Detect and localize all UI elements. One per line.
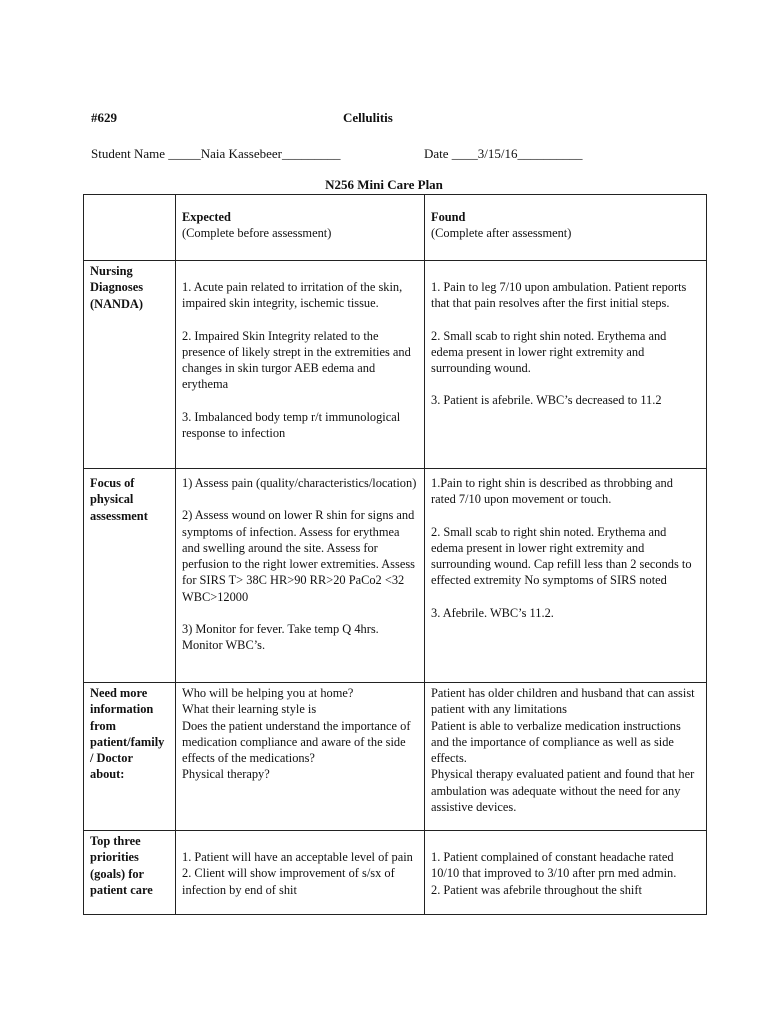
header-blank-cell [84,195,176,261]
expected-item: 3. Imbalanced body temp r/t immunological response to infection [182,409,401,441]
found-item: 2. Small scab to right shin noted. Erythema and edema present in lower right extremity and surrounding wound. Cap refill less than 2 seconds to effected extremity No symptoms of SIRS noted [431,524,692,588]
found-item: 2. Small scab to right shin noted. Erythema and edema present in lower right extremity and surrounding wound. [431,328,667,376]
care-plan-table [83,194,707,915]
care-plan-number: #629 [91,110,117,125]
found-cell [425,831,707,915]
expected-item: What their learning style is [182,702,317,717]
expected-item: 1. Acute pain related to irritation of the skin, impaired skin integrity, ischemic tissue. [182,280,403,311]
found-item: 1. Pain to leg 7/10 upon ambulation. Patient reports that that pain resolves after the first initial steps. [431,280,687,311]
row-label: Nursing Diagnoses (NANDA) [90,264,144,311]
found-item: 3. Patient is afebrile. WBC’s decreased to 11.2 [431,393,662,408]
table-row [84,261,707,469]
row-label: Need more information from patient/family / Doctor about: [90,686,165,782]
found-cell [425,261,707,469]
expected-item: 2) Assess wound on lower R shin for signs and symptoms of infection. Assess for erythmea and swelling around the site. Assess for perfusion to the right lower extremities. Assess for SIRS T> 38C HR>90 RR>20 PaCo2 <32 WBC>12000 [182,508,415,604]
found-header-cell [425,195,707,261]
row-label-cell [84,469,176,683]
found-column-subtitle: (Complete after assessment) [431,226,572,241]
row-label: Top three priorities (goals) for patient care [90,834,153,897]
table-row [84,831,707,915]
expected-item: 2. Client will show improvement of s/sx of infection by end of shit [182,866,395,897]
expected-cell [176,831,425,915]
row-label: Focus of physical assessment [90,476,148,523]
row-label-cell [84,261,176,469]
found-item: 1.Pain to right shin is described as throbbing and rated 7/10 upon movement or touch. [431,476,673,507]
expected-item: 3) Monitor for fever. Take temp Q 4hrs. Monitor WBC’s. [182,622,379,653]
found-item: Patient has older children and husband that can assist patient with any limitations [431,686,695,717]
student-name-line: Student Name _____Naia Kassebeer_________ [91,146,341,161]
found-item: 2. Patient was afebrile throughout the shift [431,882,642,897]
expected-item: Who will be helping you at home? [182,686,354,700]
expected-item: Does the patient understand the importance of medication compliance and aware of the side effects of the medications? [182,718,411,766]
found-cell [425,469,707,683]
expected-cell [176,261,425,469]
date-line: Date ____3/15/16__________ [424,146,583,161]
diagnosis-title: Cellulitis [343,110,393,125]
found-item: Patient is able to verbalize medication instructions and the importance of compliance as well as side effects. [431,718,681,766]
expected-cell [176,683,425,831]
expected-item: Physical therapy? [182,767,270,782]
found-item: 3. Afebrile. WBC’s 11.2. [431,605,554,620]
table-row [84,683,707,831]
found-cell [425,683,707,831]
found-column-title: Found [431,210,466,224]
table-header-row [84,195,707,261]
table-row [84,469,707,683]
found-item: Physical therapy evaluated patient and found that her ambulation was adequate without the need for any assistive devices. [431,767,695,815]
row-label-cell [84,831,176,915]
found-item: 1. Patient complained of constant headache rated 10/10 that improved to 3/10 after prn med admin. [431,850,677,881]
expected-item: 2. Impaired Skin Integrity related to the presence of likely strept in the extremities and changes in skin turgor AEB edema and erythema [182,328,411,392]
expected-item: 1. Patient will have an acceptable level of pain [182,850,413,864]
expected-header-cell [176,195,425,261]
expected-cell [176,469,425,683]
row-label-cell [84,683,176,831]
plan-title: N256 Mini Care Plan [325,177,443,192]
expected-item: 1) Assess pain (quality/characteristics/location) [182,476,417,490]
expected-column-subtitle: (Complete before assessment) [182,226,332,241]
expected-column-title: Expected [182,210,231,224]
